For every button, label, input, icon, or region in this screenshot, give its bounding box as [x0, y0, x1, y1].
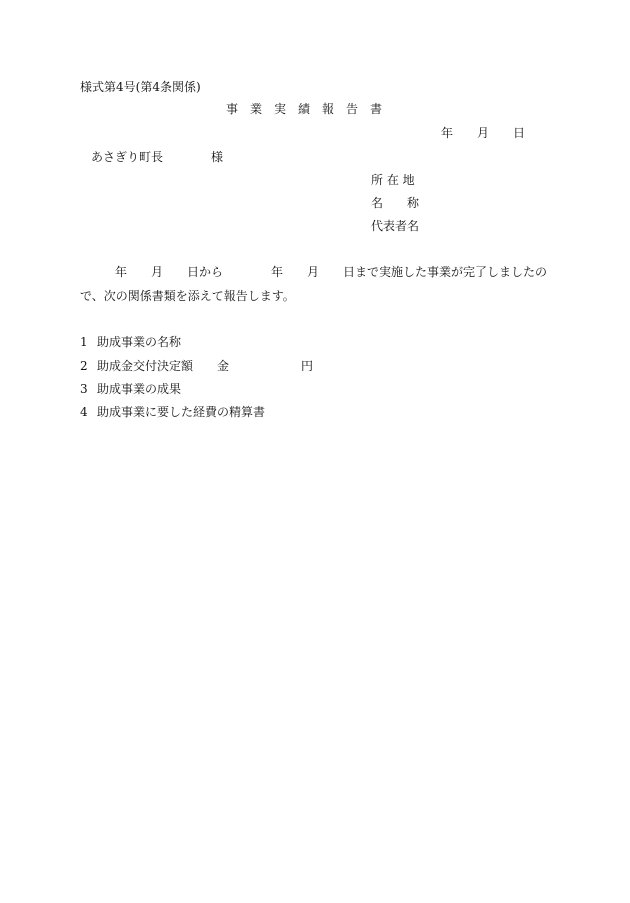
addressee: あさぎり町長 様 — [91, 150, 224, 164]
date-line: 年 月 日 — [441, 126, 526, 140]
representative-label: 代表者名 — [371, 219, 420, 233]
body-text-line-2: で、次の関係書類を添えて報告します。 — [80, 289, 295, 303]
list-item-number: 2 — [80, 359, 88, 373]
list-item-text: 助成事業に要した経費の精算書 — [97, 405, 266, 419]
name-label: 名 称 — [371, 196, 420, 210]
form-number: 様式第4号(第4条関係) — [80, 80, 201, 94]
body-text-line-1: 年 月 日から 年 月 日まで実施した事業が完了しましたの — [115, 265, 548, 279]
list-item-number: 3 — [80, 382, 88, 396]
list-item-number: 1 — [80, 335, 88, 349]
list-item-text: 助成金交付決定額 金 円 — [97, 359, 314, 373]
address-label: 所 在 地 — [371, 173, 415, 187]
list-item-text: 助成事業の名称 — [97, 335, 182, 349]
document-title: 事 業 実 績 報 告 書 — [226, 102, 383, 116]
list-item-number: 4 — [80, 405, 88, 419]
list-item-text: 助成事業の成果 — [97, 382, 182, 396]
